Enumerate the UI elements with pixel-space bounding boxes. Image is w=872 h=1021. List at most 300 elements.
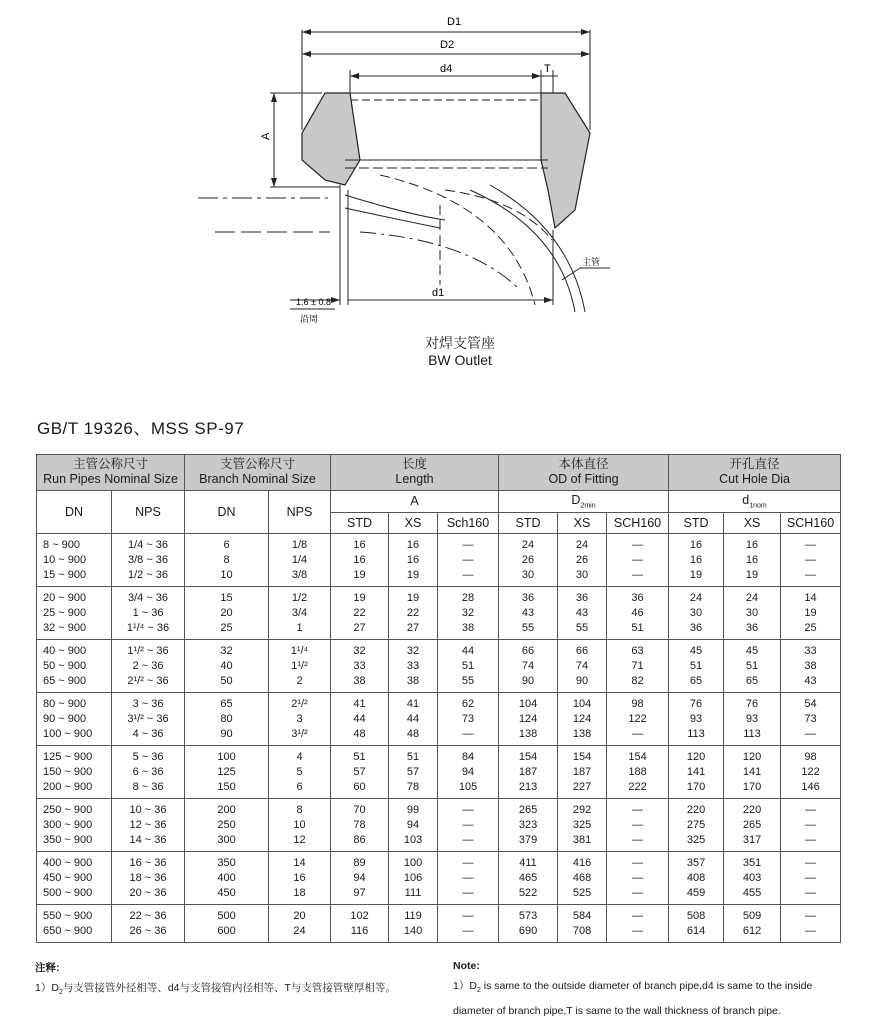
cell-od-xs: 584 [558, 905, 607, 924]
cell-run-dn: 50 ~ 900 [37, 658, 112, 673]
cell-run-dn: 8 ~ 900 [37, 534, 112, 553]
cell-cut-sch: 146 [781, 779, 841, 799]
header-cut-hole: 开孔直径 Cut Hole Dia [669, 455, 841, 491]
cell-a-std: 102 [331, 905, 389, 924]
cell-br-dn: 10 [185, 567, 269, 587]
row-group [37, 746, 841, 799]
cell-od-sch: — [607, 923, 669, 943]
cell-a-std: 19 [331, 587, 389, 606]
cell-a-std: 70 [331, 799, 389, 818]
cell-run-nps: 1/2 ~ 36 [112, 567, 185, 587]
cell-od-sch: — [607, 817, 669, 832]
cell-br-nps: 14 [269, 852, 331, 871]
cell-a-xs: 16 [389, 552, 438, 567]
cell-run-nps: 4 ~ 36 [112, 726, 185, 746]
cell-a-sch: 28 [438, 587, 499, 606]
cell-run-nps: 10 ~ 36 [112, 799, 185, 818]
cell-od-sch: — [607, 832, 669, 852]
cell-run-nps: 1¹/⁴ ~ 36 [112, 620, 185, 640]
cell-br-dn: 450 [185, 885, 269, 905]
dim-d1-lower: d1 [432, 287, 445, 299]
table-row [37, 658, 841, 673]
cell-a-sch: 32 [438, 605, 499, 620]
cell-a-std: 60 [331, 779, 389, 799]
cell-a-xs: 27 [389, 620, 438, 640]
cell-od-xs: 66 [558, 640, 607, 659]
cell-od-xs: 138 [558, 726, 607, 746]
dim-t: T [544, 63, 551, 75]
cell-od-std: 379 [499, 832, 558, 852]
cell-run-dn: 550 ~ 900 [37, 905, 112, 924]
cell-cut-xs: 51 [724, 658, 781, 673]
cell-a-std: 44 [331, 711, 389, 726]
header-cut-std: STD [669, 512, 724, 534]
cell-a-std: 86 [331, 832, 389, 852]
cell-od-std: 74 [499, 658, 558, 673]
cell-run-dn: 90 ~ 900 [37, 711, 112, 726]
cell-cut-sch: 19 [781, 605, 841, 620]
cell-cut-xs: 120 [724, 746, 781, 765]
cell-run-nps: 18 ~ 36 [112, 870, 185, 885]
cell-od-std: 55 [499, 620, 558, 640]
gap-note: 沿周 [300, 314, 319, 324]
cell-br-dn: 125 [185, 764, 269, 779]
cell-od-std: 24 [499, 534, 558, 553]
cell-od-sch: — [607, 852, 669, 871]
cell-run-dn: 32 ~ 900 [37, 620, 112, 640]
cell-br-dn: 400 [185, 870, 269, 885]
header-a: A [331, 491, 499, 513]
cell-a-sch: 105 [438, 779, 499, 799]
cell-od-sch: 222 [607, 779, 669, 799]
cell-cut-std: 113 [669, 726, 724, 746]
cell-od-xs: 124 [558, 711, 607, 726]
cell-a-xs: 94 [389, 817, 438, 832]
header-od-xs: XS [558, 512, 607, 534]
cell-cut-std: 65 [669, 673, 724, 693]
cell-od-sch: 154 [607, 746, 669, 765]
cell-cut-sch: — [781, 799, 841, 818]
cell-od-xs: 24 [558, 534, 607, 553]
cell-run-nps: 6 ~ 36 [112, 764, 185, 779]
table-row [37, 552, 841, 567]
cell-run-nps: 3/4 ~ 36 [112, 587, 185, 606]
table-row [37, 673, 841, 693]
cell-od-std: 124 [499, 711, 558, 726]
header-run-size: 主管公称尺寸 Run Pipes Nominal Size [37, 455, 185, 491]
cell-run-dn: 25 ~ 900 [37, 605, 112, 620]
cell-a-sch: — [438, 885, 499, 905]
cell-run-nps: 3/8 ~ 36 [112, 552, 185, 567]
header-a-std: STD [331, 512, 389, 534]
cell-od-sch: 46 [607, 605, 669, 620]
cell-od-sch: 188 [607, 764, 669, 779]
cell-cut-std: 325 [669, 832, 724, 852]
cell-a-xs: 111 [389, 885, 438, 905]
cell-a-std: 41 [331, 693, 389, 712]
header-cut-sch160: SCH160 [781, 512, 841, 534]
cell-cut-sch: 98 [781, 746, 841, 765]
cell-od-xs: 381 [558, 832, 607, 852]
cell-od-std: 573 [499, 905, 558, 924]
cell-run-dn: 150 ~ 900 [37, 764, 112, 779]
cell-br-nps: 10 [269, 817, 331, 832]
cell-br-nps: 24 [269, 923, 331, 943]
header-a-xs: XS [389, 512, 438, 534]
cell-a-std: 33 [331, 658, 389, 673]
header-cut-xs: XS [724, 512, 781, 534]
cell-a-xs: 78 [389, 779, 438, 799]
cell-od-sch: — [607, 905, 669, 924]
cell-cut-sch: — [781, 905, 841, 924]
cell-br-nps: 1/8 [269, 534, 331, 553]
cell-cut-sch: 33 [781, 640, 841, 659]
cell-br-dn: 600 [185, 923, 269, 943]
table-row [37, 711, 841, 726]
cell-a-sch: — [438, 567, 499, 587]
cell-a-sch: — [438, 817, 499, 832]
cell-cut-xs: 170 [724, 779, 781, 799]
cell-br-nps: 1¹/⁴ [269, 640, 331, 659]
cell-cut-std: 16 [669, 534, 724, 553]
cell-run-nps: 8 ~ 36 [112, 779, 185, 799]
cell-run-dn: 500 ~ 900 [37, 885, 112, 905]
cell-a-xs: 103 [389, 832, 438, 852]
cell-cut-std: 51 [669, 658, 724, 673]
cell-od-xs: 90 [558, 673, 607, 693]
cell-a-sch: — [438, 905, 499, 924]
cell-a-sch: 55 [438, 673, 499, 693]
table-row [37, 779, 841, 799]
cell-cut-std: 170 [669, 779, 724, 799]
dim-d4: d4 [440, 63, 453, 75]
cell-cut-std: 508 [669, 905, 724, 924]
cell-br-nps: 3/4 [269, 605, 331, 620]
cell-od-std: 90 [499, 673, 558, 693]
cell-a-sch: — [438, 552, 499, 567]
cell-a-xs: 33 [389, 658, 438, 673]
cell-br-dn: 300 [185, 832, 269, 852]
header-d2min: $D_{2min}$ [499, 491, 669, 513]
cell-br-dn: 350 [185, 852, 269, 871]
cell-a-sch: — [438, 726, 499, 746]
cell-br-nps: 18 [269, 885, 331, 905]
table-row [37, 764, 841, 779]
cell-run-dn: 350 ~ 900 [37, 832, 112, 852]
cell-a-std: 97 [331, 885, 389, 905]
cell-od-std: 26 [499, 552, 558, 567]
cell-a-std: 57 [331, 764, 389, 779]
cell-cut-xs: 45 [724, 640, 781, 659]
cell-od-xs: 36 [558, 587, 607, 606]
header-d1nom: $d_{1nom}$ [669, 491, 841, 513]
header-od-sch160: SCH160 [607, 512, 669, 534]
cell-od-xs: 30 [558, 567, 607, 587]
cell-run-dn: 20 ~ 900 [37, 587, 112, 606]
table-row [37, 746, 841, 765]
cell-a-std: 48 [331, 726, 389, 746]
table-row [37, 852, 841, 871]
cell-a-std: 94 [331, 870, 389, 885]
cell-run-dn: 40 ~ 900 [37, 640, 112, 659]
cell-a-sch: 84 [438, 746, 499, 765]
cell-a-std: 19 [331, 567, 389, 587]
cell-cut-std: 614 [669, 923, 724, 943]
cell-cut-xs: 24 [724, 587, 781, 606]
cell-a-xs: 22 [389, 605, 438, 620]
cell-od-sch: 36 [607, 587, 669, 606]
cell-br-dn: 80 [185, 711, 269, 726]
cell-od-xs: 525 [558, 885, 607, 905]
cell-br-nps: 5 [269, 764, 331, 779]
cell-br-nps: 8 [269, 799, 331, 818]
cell-a-std: 116 [331, 923, 389, 943]
cell-run-dn: 450 ~ 900 [37, 870, 112, 885]
cell-run-nps: 20 ~ 36 [112, 885, 185, 905]
cell-cut-xs: 30 [724, 605, 781, 620]
cell-cut-xs: 76 [724, 693, 781, 712]
cell-run-nps: 1 ~ 36 [112, 605, 185, 620]
table-row [37, 726, 841, 746]
cell-od-std: 36 [499, 587, 558, 606]
cell-run-nps: 5 ~ 36 [112, 746, 185, 765]
cell-run-dn: 200 ~ 900 [37, 779, 112, 799]
cell-a-std: 16 [331, 534, 389, 553]
cell-a-xs: 19 [389, 587, 438, 606]
cell-a-std: 32 [331, 640, 389, 659]
cell-br-dn: 25 [185, 620, 269, 640]
run-pipe-label: 主管 [582, 257, 601, 267]
cell-od-std: 154 [499, 746, 558, 765]
cell-br-nps: 1/2 [269, 587, 331, 606]
cell-run-nps: 22 ~ 36 [112, 905, 185, 924]
cell-run-nps: 1/4 ~ 36 [112, 534, 185, 553]
cell-cut-xs: 16 [724, 552, 781, 567]
cell-cut-sch: — [781, 852, 841, 871]
dim-d2: D2 [440, 39, 455, 51]
cell-cut-sch: 54 [781, 693, 841, 712]
cell-br-nps: 3¹/² [269, 726, 331, 746]
cell-a-xs: 48 [389, 726, 438, 746]
cell-od-xs: 468 [558, 870, 607, 885]
cell-od-xs: 325 [558, 817, 607, 832]
table-row [37, 605, 841, 620]
cell-a-std: 16 [331, 552, 389, 567]
table-row [37, 620, 841, 640]
cell-br-dn: 90 [185, 726, 269, 746]
cell-a-xs: 119 [389, 905, 438, 924]
cell-run-nps: 2¹/² ~ 36 [112, 673, 185, 693]
cell-od-xs: 154 [558, 746, 607, 765]
cell-a-std: 38 [331, 673, 389, 693]
cell-cut-sch: — [781, 870, 841, 885]
cell-cut-xs: 612 [724, 923, 781, 943]
cell-cut-sch: 122 [781, 764, 841, 779]
cell-a-std: 22 [331, 605, 389, 620]
cell-a-xs: 16 [389, 534, 438, 553]
row-group [37, 587, 841, 640]
cell-cut-xs: 113 [724, 726, 781, 746]
cell-br-dn: 150 [185, 779, 269, 799]
cell-od-sch: 71 [607, 658, 669, 673]
gap-label: 1.6 ± 0.8 [296, 297, 331, 307]
cell-run-dn: 125 ~ 900 [37, 746, 112, 765]
cell-cut-sch: — [781, 552, 841, 567]
cell-cut-sch: — [781, 726, 841, 746]
cell-cut-std: 30 [669, 605, 724, 620]
dim-a: A [260, 132, 272, 140]
cell-cut-std: 408 [669, 870, 724, 885]
cell-od-sch: 63 [607, 640, 669, 659]
cell-br-nps: 6 [269, 779, 331, 799]
cell-od-std: 104 [499, 693, 558, 712]
row-group [37, 799, 841, 852]
cell-od-xs: 43 [558, 605, 607, 620]
cell-cut-std: 19 [669, 567, 724, 587]
cell-a-sch: 94 [438, 764, 499, 779]
cell-od-std: 323 [499, 817, 558, 832]
cell-cut-xs: 455 [724, 885, 781, 905]
cell-od-std: 465 [499, 870, 558, 885]
cell-a-std: 78 [331, 817, 389, 832]
cell-run-dn: 250 ~ 900 [37, 799, 112, 818]
cell-run-dn: 15 ~ 900 [37, 567, 112, 587]
cell-od-sch: 51 [607, 620, 669, 640]
cell-a-std: 51 [331, 746, 389, 765]
cell-cut-xs: 220 [724, 799, 781, 818]
cell-br-nps: 1¹/² [269, 658, 331, 673]
cell-run-nps: 26 ~ 36 [112, 923, 185, 943]
cell-od-xs: 416 [558, 852, 607, 871]
cell-br-dn: 15 [185, 587, 269, 606]
cell-od-sch: — [607, 726, 669, 746]
cell-od-xs: 187 [558, 764, 607, 779]
cell-a-sch: 38 [438, 620, 499, 640]
row-group [37, 640, 841, 693]
row-group [37, 693, 841, 746]
note-cn: 注释: $1)D_2$与支管接管外径相等、d4与支管接管内径相等、T与支管接管壁厚相等。 [35, 962, 396, 997]
note-en: Note: $1)D_2$ is same to the outside diameter of branch pipe,d4 is same to the inside diameter of branch pipe,T is same to the wall thickness of branch pipe. [453, 960, 813, 1018]
table-row [37, 799, 841, 818]
cell-cut-xs: 36 [724, 620, 781, 640]
cell-od-sch: 82 [607, 673, 669, 693]
cell-a-xs: 140 [389, 923, 438, 943]
cell-a-xs: 44 [389, 711, 438, 726]
cell-br-dn: 20 [185, 605, 269, 620]
cell-cut-xs: 317 [724, 832, 781, 852]
cell-br-nps: 1/4 [269, 552, 331, 567]
header-od-std: STD [499, 512, 558, 534]
cell-a-xs: 51 [389, 746, 438, 765]
table-row [37, 534, 841, 553]
cell-od-std: 138 [499, 726, 558, 746]
cell-od-std: 66 [499, 640, 558, 659]
cell-od-sch: — [607, 885, 669, 905]
header-run-dn: DN [37, 491, 112, 534]
cell-a-xs: 99 [389, 799, 438, 818]
cell-od-sch: — [607, 552, 669, 567]
row-group [37, 534, 841, 587]
cell-a-sch: — [438, 923, 499, 943]
cell-od-sch: 98 [607, 693, 669, 712]
header-a-sch160: Sch160 [438, 512, 499, 534]
cell-cut-xs: 509 [724, 905, 781, 924]
dim-d1-upper: D1 [447, 16, 462, 28]
cell-br-dn: 6 [185, 534, 269, 553]
cell-cut-std: 24 [669, 587, 724, 606]
cell-a-sch: — [438, 852, 499, 871]
cell-cut-sch: — [781, 885, 841, 905]
cell-br-dn: 100 [185, 746, 269, 765]
cell-br-dn: 8 [185, 552, 269, 567]
cell-od-sch: — [607, 567, 669, 587]
cell-br-nps: 20 [269, 905, 331, 924]
table-row [37, 905, 841, 924]
cell-cut-xs: 93 [724, 711, 781, 726]
cell-od-xs: 104 [558, 693, 607, 712]
cell-cut-sch: 38 [781, 658, 841, 673]
cell-cut-xs: 265 [724, 817, 781, 832]
cell-od-std: 213 [499, 779, 558, 799]
cell-cut-xs: 351 [724, 852, 781, 871]
cell-od-std: 411 [499, 852, 558, 871]
header-branch-size: 支管公称尺寸 Branch Nominal Size [185, 455, 331, 491]
cell-od-sch: 122 [607, 711, 669, 726]
cell-run-nps: 1¹/² ~ 36 [112, 640, 185, 659]
cell-cut-std: 93 [669, 711, 724, 726]
cell-cut-std: 16 [669, 552, 724, 567]
cell-a-sch: — [438, 832, 499, 852]
cell-cut-std: 220 [669, 799, 724, 818]
cell-od-std: 690 [499, 923, 558, 943]
cell-br-nps: 1 [269, 620, 331, 640]
cell-run-dn: 300 ~ 900 [37, 817, 112, 832]
cell-od-sch: — [607, 799, 669, 818]
cell-a-sch: 62 [438, 693, 499, 712]
cell-cut-std: 357 [669, 852, 724, 871]
cell-cut-std: 120 [669, 746, 724, 765]
cell-a-sch: — [438, 534, 499, 553]
cell-cut-sch: — [781, 923, 841, 943]
cell-a-sch: — [438, 870, 499, 885]
cell-run-nps: 16 ~ 36 [112, 852, 185, 871]
cell-cut-sch: — [781, 817, 841, 832]
cell-od-xs: 74 [558, 658, 607, 673]
cell-od-xs: 26 [558, 552, 607, 567]
cell-od-xs: 227 [558, 779, 607, 799]
cell-a-std: 89 [331, 852, 389, 871]
table-row [37, 885, 841, 905]
cell-a-xs: 38 [389, 673, 438, 693]
cell-br-dn: 65 [185, 693, 269, 712]
cell-br-nps: 2 [269, 673, 331, 693]
cell-a-xs: 100 [389, 852, 438, 871]
cell-run-dn: 80 ~ 900 [37, 693, 112, 712]
cell-cut-sch: — [781, 567, 841, 587]
cell-br-nps: 16 [269, 870, 331, 885]
cell-a-sch: 44 [438, 640, 499, 659]
table-row [37, 567, 841, 587]
cell-cut-sch: 25 [781, 620, 841, 640]
cell-run-dn: 65 ~ 900 [37, 673, 112, 693]
cell-run-dn: 100 ~ 900 [37, 726, 112, 746]
cell-br-nps: 4 [269, 746, 331, 765]
cell-cut-sch: 14 [781, 587, 841, 606]
cell-br-dn: 500 [185, 905, 269, 924]
dimension-table [36, 454, 841, 943]
cell-cut-xs: 403 [724, 870, 781, 885]
cell-od-std: 522 [499, 885, 558, 905]
